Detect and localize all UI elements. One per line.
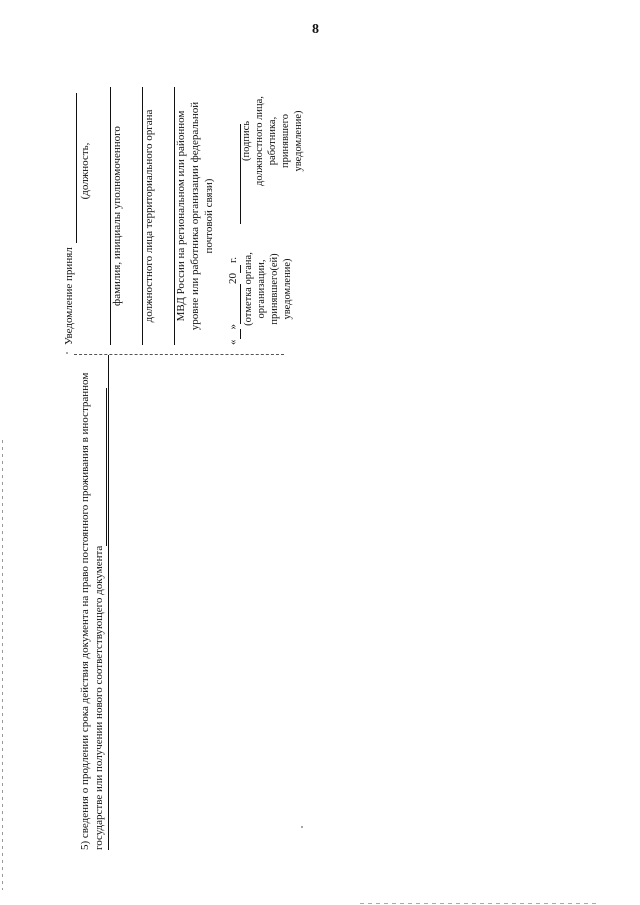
section-5-fill-line [92, 388, 107, 546]
signature-caption-1: (подпись [241, 120, 252, 162]
name-entry-line [96, 87, 111, 345]
signature-caption-5: уведомление) [293, 110, 304, 172]
date-year-suffix: г. [227, 256, 239, 263]
date-day-line [226, 330, 241, 340]
scan-edge-mark [2, 440, 3, 890]
section-5-entry-line [108, 355, 109, 850]
signature-caption-2: должностного лица, [254, 96, 265, 186]
official-entry-line [128, 87, 143, 345]
position-caption: (должность, [79, 142, 91, 200]
section-5 [78, 355, 107, 850]
section-5-line-1: 5) сведения о продлении срока действия документа на право постоянного проживания в иностранном [79, 372, 91, 850]
stamp-caption [242, 233, 294, 345]
date-year-line [226, 265, 241, 273]
date-open-quote: « [227, 339, 239, 345]
accepted-fill-line [62, 93, 77, 243]
date-close-quote: » [227, 324, 239, 330]
signature-caption-3: работника, [267, 116, 278, 166]
accepted-label: Уведомление принял [63, 247, 75, 345]
stamp-caption-3: принявшего(ей) [269, 253, 280, 325]
page-number: 8 [312, 22, 319, 37]
stamp-caption-2: организации, [256, 259, 267, 319]
date-month-line [226, 284, 241, 324]
accepted-row [62, 87, 77, 345]
rotated-form-sheet [60, 80, 304, 850]
mvd-caption-3: почтовой связи) [203, 178, 215, 254]
scan-bottom-mark [360, 903, 600, 904]
mvd-caption-1: МВД России на региональном или районном [175, 110, 187, 322]
stamp-caption-1: (отметка органа, [243, 252, 254, 326]
signature-caption [240, 87, 305, 195]
section-5-line-2 [92, 355, 107, 850]
column-divider [74, 354, 284, 355]
mvd-caption-2: уровне или работника организации федеральной [189, 101, 201, 331]
date-year-prefix: 20 [227, 273, 239, 284]
mvd-entry-line [160, 87, 175, 345]
stamp-caption-4: уведомление) [282, 258, 293, 320]
scan-speck [301, 826, 303, 828]
name-caption: фамилия, инициалы уполномоченного [111, 126, 123, 306]
official-caption: должностного лица территориального органа [143, 109, 155, 323]
date-row [226, 87, 241, 345]
section-5-line-2-text: государстве или получении нового соответствующего документа [93, 545, 105, 850]
signature-line [226, 124, 241, 224]
signature-caption-4: принявшего [280, 114, 291, 168]
